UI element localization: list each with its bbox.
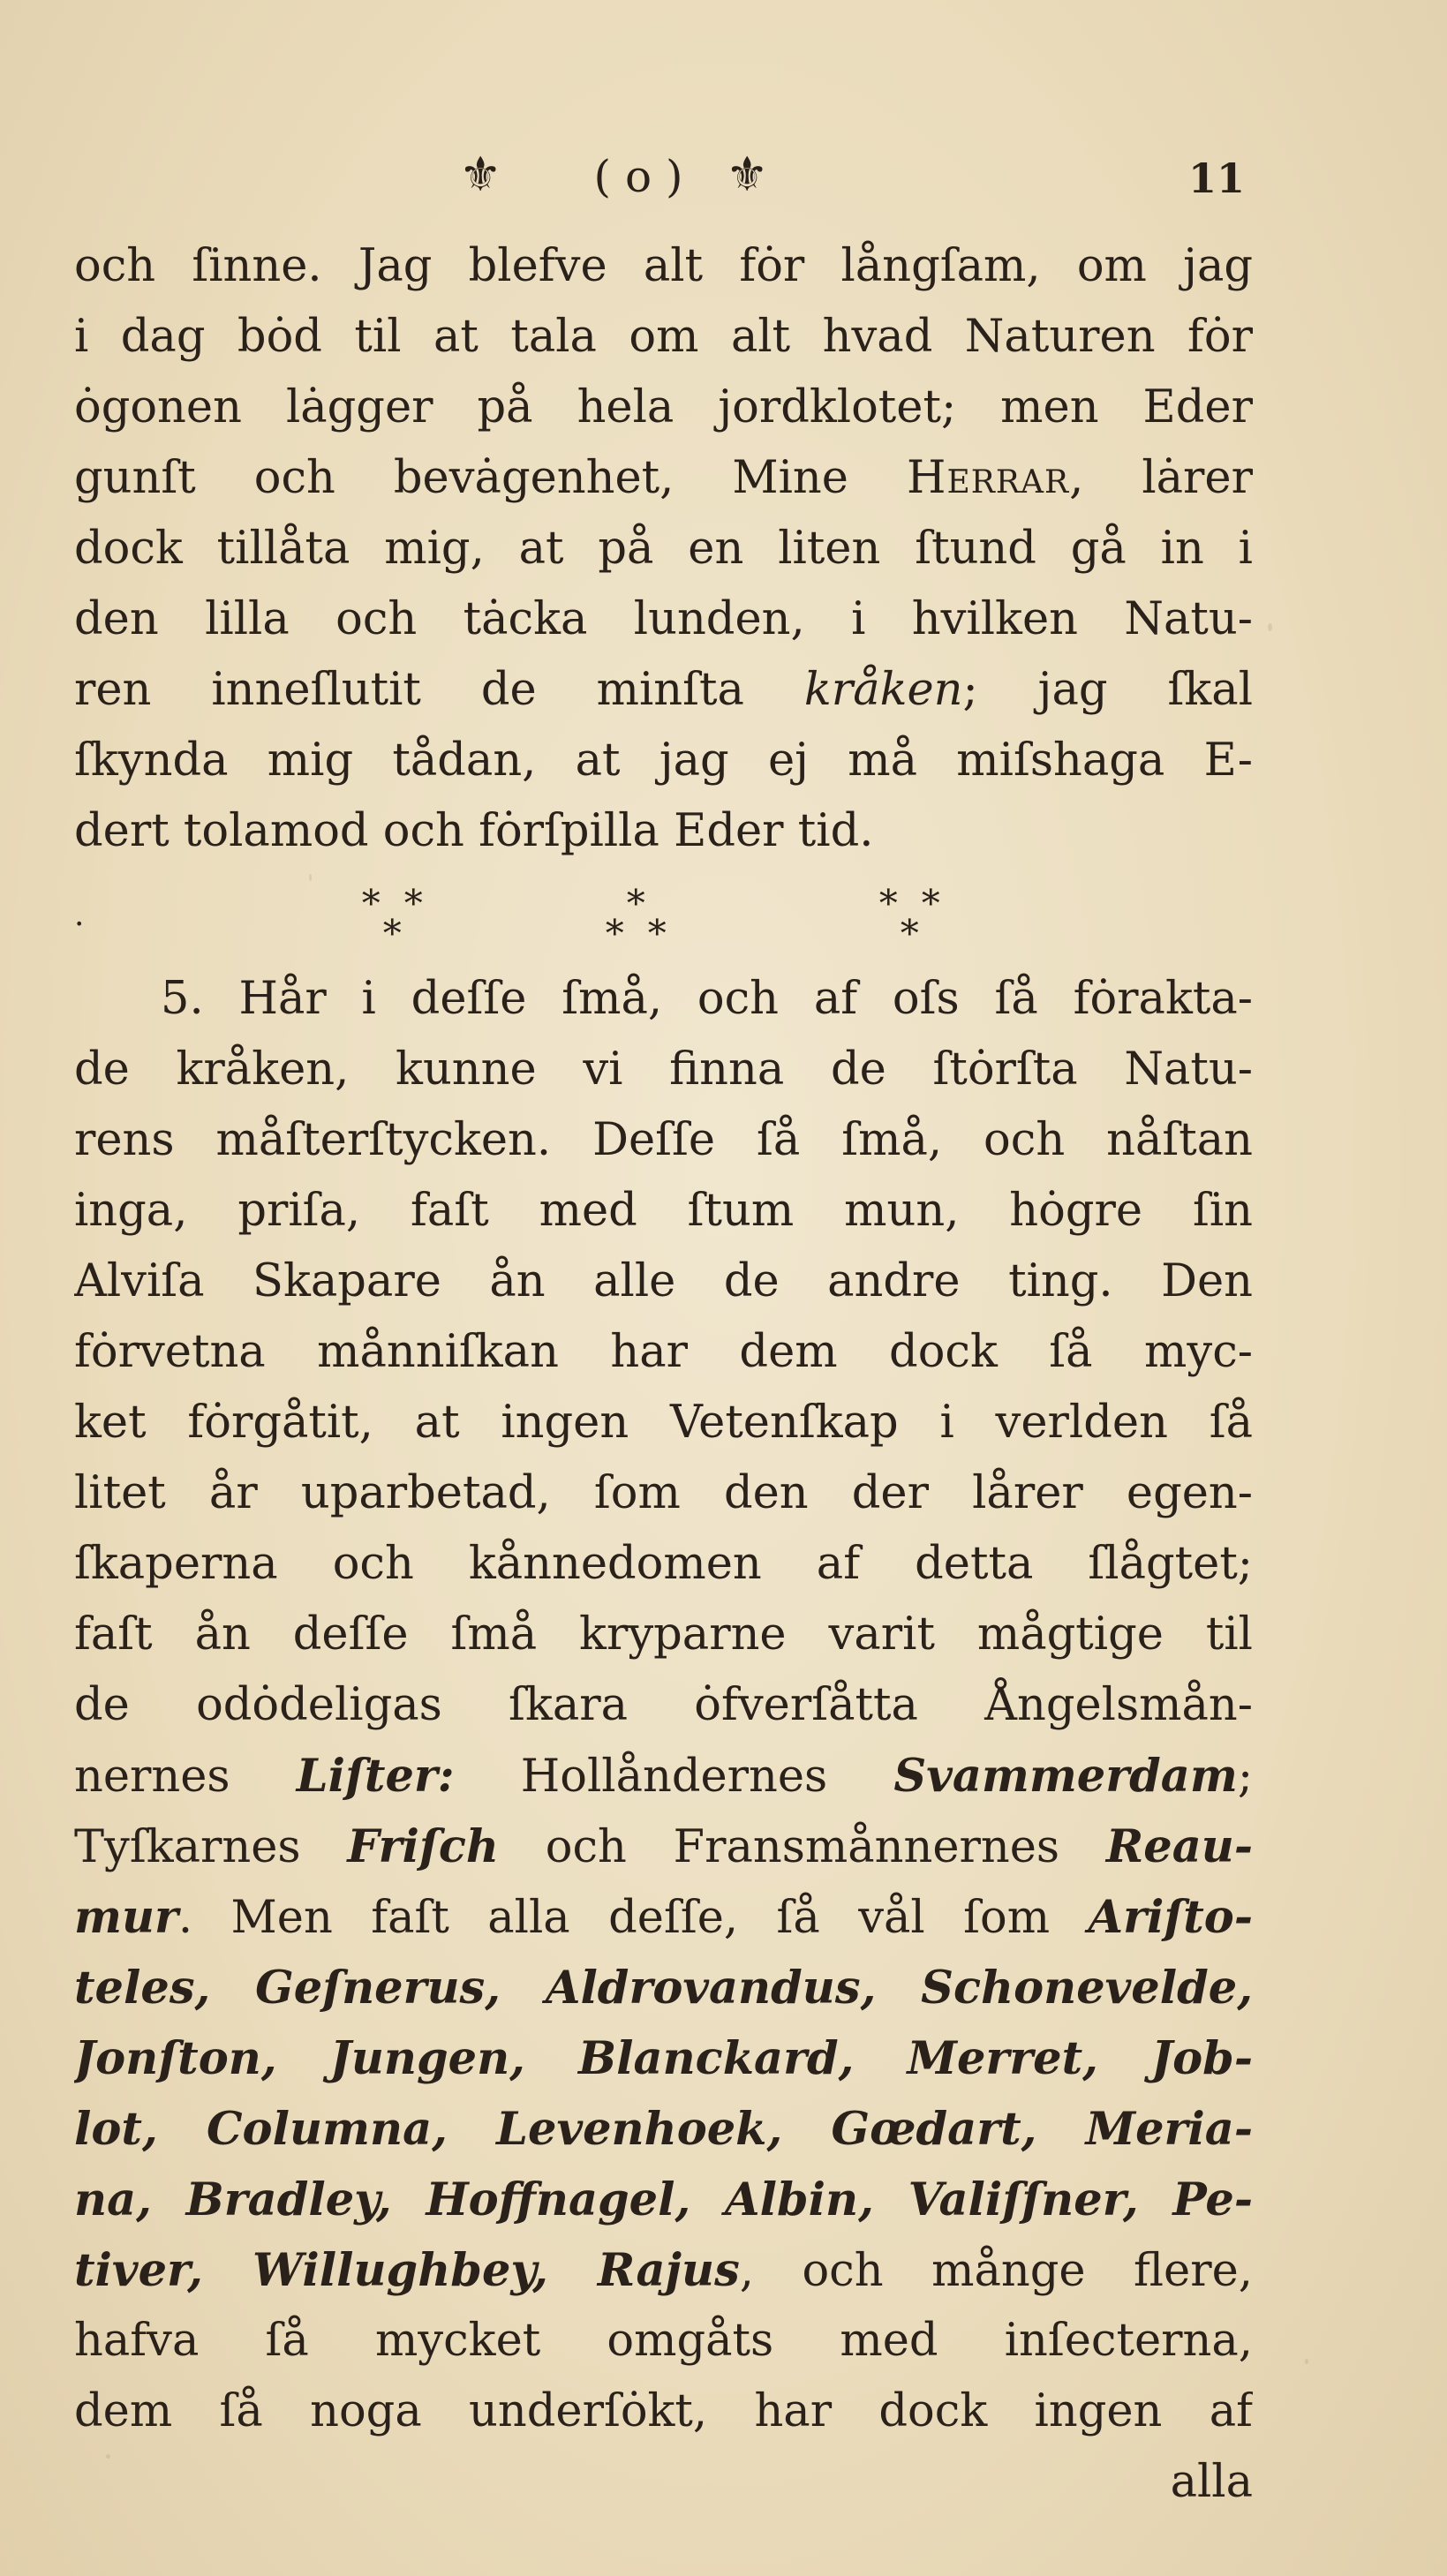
text-line — [74, 1882, 1253, 1953]
asterisk-icon: ∗ — [876, 874, 901, 917]
text-segment: Ariſto- — [1088, 1891, 1253, 1944]
section-divider-asterisms — [74, 867, 1253, 964]
text-segment: ȯgonen lȧgger på hela jordklotet; men Eder — [74, 381, 1253, 433]
text-line — [74, 2094, 1253, 2165]
text-segment: dem ſå noga underſȯkt, har dock ingen af — [74, 2385, 1253, 2437]
text-line — [74, 2376, 1253, 2447]
asterisk-icon: ∗ — [644, 904, 670, 947]
text-segment: litet år uparbetad, ſom den der lårer egen- — [74, 1467, 1253, 1519]
text-line — [74, 1105, 1253, 1176]
text-segment: tiver, Willughbey, Rajus — [74, 2244, 740, 2297]
text-segment: Tyſkarnes — [74, 1821, 348, 1873]
asterisk-icon: ∗ — [401, 874, 426, 917]
text-segment: Alviſa Skapare ån alle de andre ting. Den — [74, 1255, 1253, 1307]
page-number: 11 — [1187, 154, 1245, 202]
body-text — [74, 231, 1253, 2518]
asterisk-icon: ∗ — [380, 904, 405, 947]
text-line — [74, 302, 1253, 373]
text-segment: ; — [1237, 1751, 1253, 1803]
text-line — [74, 1176, 1253, 1247]
text-segment: de odȯdeligas ſkara ȯfverſåtta Ångelsmån- — [74, 1679, 1253, 1731]
text-segment: nernes — [74, 1751, 297, 1803]
text-segment: . Men faſt alla deſſe, ſå vål ſom — [177, 1892, 1089, 1944]
asterisk-icon: ∗ — [623, 874, 649, 917]
text-segment: Jonſton, Jungen, Blanckard, Merret, Job- — [74, 2032, 1253, 2085]
text-segment: teles, Geſnerus, Aldrovandus, Schonevelde, — [74, 1962, 1253, 2015]
text-line — [74, 726, 1253, 796]
text-segment: rens måſterſtycken. Deſſe ſå ſmå, och nåſtan — [74, 1114, 1253, 1166]
text-segment: ren inneſlutit de minſta — [74, 664, 804, 716]
text-line — [74, 1670, 1253, 1741]
text-line — [74, 231, 1253, 302]
running-header — [0, 141, 1447, 212]
text-line — [74, 2235, 1253, 2306]
text-segment: ket fȯrgåtit, at ingen Vetenſkap i verlden ſå — [74, 1397, 1253, 1449]
text-segment: mur — [74, 1891, 178, 1944]
section-mark: ( o ) — [593, 151, 683, 202]
text-segment: na, Bradley, Hoffnagel, Albin, Valiſſner, Pe- — [74, 2173, 1253, 2226]
text-line — [74, 443, 1253, 514]
text-segment: hafva ſå mycket omgåts med inſecterna, — [74, 2315, 1253, 2367]
asterisk-icon: ∗ — [918, 874, 944, 917]
text-segment: , lȧrer — [1069, 452, 1253, 504]
text-segment: Hollåndernes — [454, 1751, 894, 1803]
text-line — [74, 1811, 1253, 1882]
text-line — [74, 373, 1253, 443]
text-line — [74, 964, 1253, 1035]
text-segment: fȯrvetna månniſkan har dem dock ſå myc- — [74, 1326, 1253, 1378]
text-segment: ſkaperna och kånnedomen af detta ſlågtet; — [74, 1538, 1253, 1590]
fleuron-left-icon: ⚜ — [459, 147, 502, 202]
text-segment: dert tolamod och fȯrſpilla Eder tid. — [74, 805, 874, 857]
asterisk-icon: ∗ — [897, 904, 923, 947]
text-segment: gunſt och bevȧgenhet, Mine — [74, 452, 907, 504]
text-segment: den lilla och tȧcka lunden, i hvilken Natu- — [74, 593, 1253, 645]
text-segment: och ſinne. Jag blefve alt fȯr långſam, om jag — [74, 240, 1253, 292]
text-line — [74, 1529, 1253, 1600]
text-line — [74, 1600, 1253, 1670]
text-line — [74, 796, 1253, 867]
text-segment: i dag bȯd til at tala om alt hvad Naturen fȯr — [74, 311, 1253, 363]
text-line — [74, 655, 1253, 726]
text-line — [74, 1953, 1253, 2023]
text-segment: , och månge flere, — [739, 2245, 1253, 2297]
text-line — [74, 2023, 1253, 2094]
text-segment: Liſter: — [296, 1750, 455, 1803]
text-segment: alla — [1170, 2456, 1253, 2508]
text-line — [74, 1317, 1253, 1388]
text-segment: 5. Hår i deſſe ſmå, och af oſs ſå fȯrakta- — [161, 973, 1253, 1025]
text-segment: och Fransmånnernes — [499, 1821, 1106, 1873]
text-line — [74, 1741, 1253, 1811]
text-line — [74, 514, 1253, 584]
fleuron-right-icon: ⚜ — [726, 147, 769, 202]
text-line — [74, 1458, 1253, 1529]
text-line — [74, 1388, 1253, 1458]
text-line — [74, 1035, 1253, 1105]
text-segment: Herrar — [907, 452, 1070, 504]
text-line — [74, 2165, 1253, 2235]
paper-speck — [1268, 623, 1272, 631]
paper-speck — [1305, 2359, 1308, 2364]
text-segment: ſkynda mig tådan, at jag ej må miſshaga E- — [74, 734, 1253, 787]
text-segment: ; jag ſkal — [962, 664, 1253, 716]
text-segment: kråken — [803, 664, 963, 716]
asterisk-icon: ∗ — [358, 874, 384, 917]
text-line — [74, 2306, 1253, 2376]
text-segment: lot, Columna, Levenhoek, Gœdart, Meria- — [74, 2103, 1253, 2156]
text-segment: Reau- — [1105, 1820, 1253, 1873]
asterisk-icon: ∗ — [602, 904, 628, 947]
text-line — [74, 1247, 1253, 1317]
text-segment: inga, priſa, faſt med ſtum mun, hȯgre ſin — [74, 1185, 1253, 1237]
divider-dot: · — [74, 907, 85, 943]
text-segment: Svammerdam — [893, 1750, 1238, 1803]
text-line — [74, 2447, 1253, 2518]
text-segment: de kråken, kunne vi finna de ſtȯrſta Natu- — [74, 1043, 1253, 1096]
text-segment: faſt ån deſſe ſmå kryparne varit mågtige til — [74, 1608, 1253, 1661]
text-segment: dock tillåta mig, at på en liten ſtund gå in i — [74, 523, 1253, 575]
text-line — [74, 584, 1253, 655]
text-segment: Friſch — [347, 1820, 500, 1873]
